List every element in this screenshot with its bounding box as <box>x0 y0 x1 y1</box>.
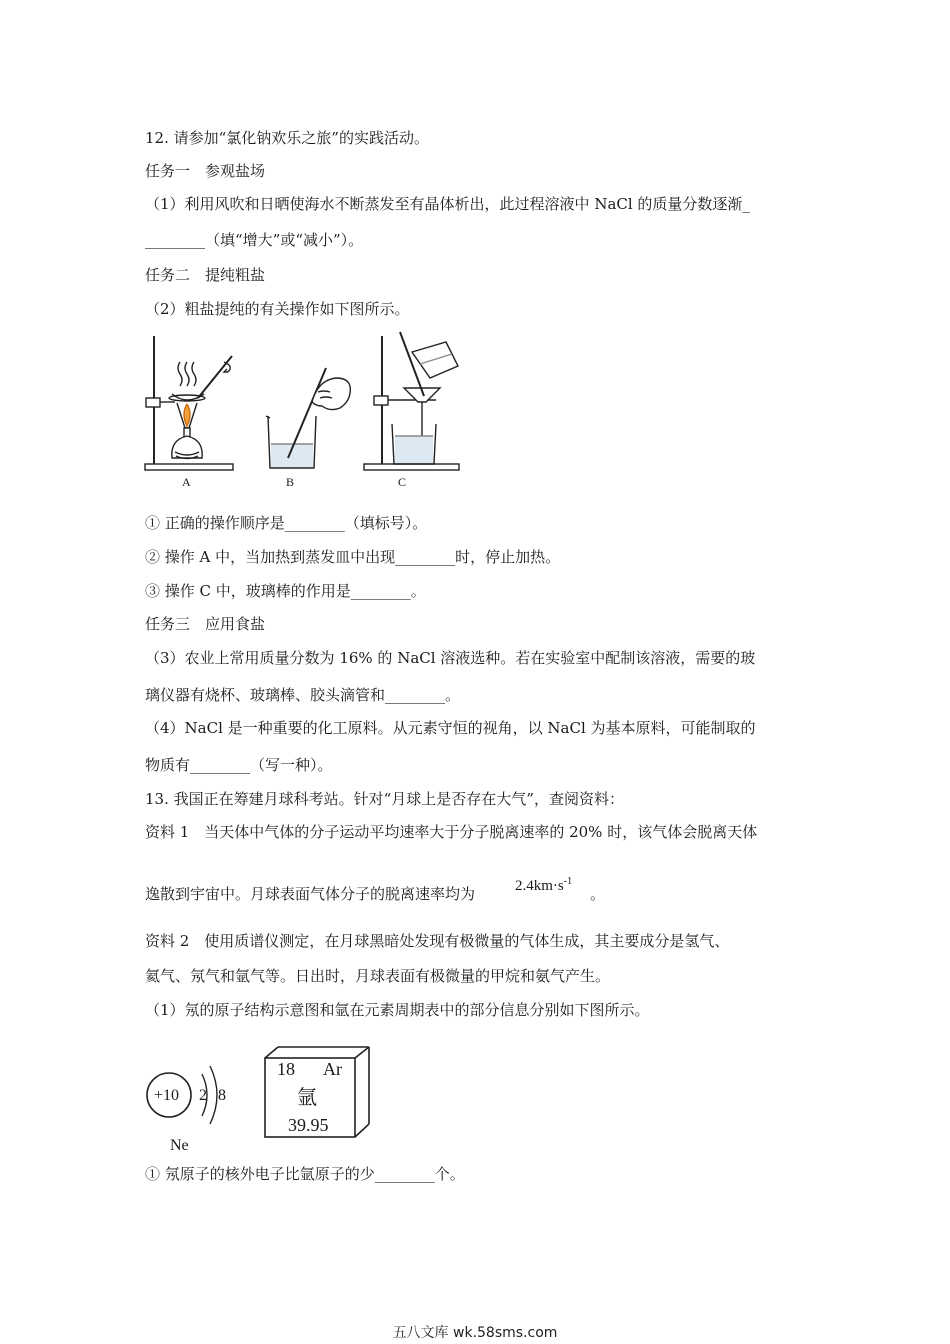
q12-part4-line1: （4）NaCl 是一种重要的化工原料。从元素守恒的视角，以 NaCl 为基本原料，可能制取的 <box>145 719 756 737</box>
argon-name: 氩 <box>297 1085 317 1109</box>
q12-part2-intro: （2）粗盐提纯的有关操作如下图所示。 <box>145 300 410 318</box>
q12-part2-item1: ① 正确的操作顺序是________（填标号）。 <box>145 514 428 532</box>
q12-part1-line2: ________（填“增大”或“减小”）。 <box>145 231 364 249</box>
q13-part1-item1: ① 氖原子的核外电子比氩原子的少________个。 <box>145 1165 465 1183</box>
task-3-heading: 任务三 应用食盐 <box>145 615 266 633</box>
neon-nucleus-charge: +10 <box>154 1087 180 1104</box>
material-1-line1: 资料 1 当天体中气体的分子运动平均速率大于分子脱离速率的 20% 时，该气体会脱离天体 <box>145 823 758 841</box>
neon-symbol: Ne <box>170 1137 189 1154</box>
neon-shell-2-electrons: 8 <box>218 1087 226 1104</box>
figure-label-b: B <box>286 475 295 489</box>
figure-label-c: C <box>398 475 407 489</box>
material-2-line1: 资料 2 使用质谱仪测定，在月球黑暗处发现有极微量的气体生成，其主要成分是氢气、 <box>145 932 730 950</box>
question-13-title: 13. 我国正在筹建月球科考站。针对“月球上是否存在大气”，查阅资料： <box>145 790 624 808</box>
q12-part2-item3: ③ 操作 C 中，玻璃棒的作用是________。 <box>145 582 426 600</box>
q13-part1-intro: （1）氖的原子结构示意图和氩在元素周期表中的部分信息分别如下图所示。 <box>145 1001 650 1019</box>
material-2-line2: 氦气、氖气和氩气等。日出时，月球表面有极微量的甲烷和氨气产生。 <box>145 967 611 985</box>
task-2-heading: 任务二 提纯粗盐 <box>145 266 266 284</box>
q12-part2-item2: ② 操作 A 中，当加热到蒸发皿中出现________时，停止加热。 <box>145 548 561 566</box>
salt-purification-figure <box>142 328 482 490</box>
material-1-end-period: 。 <box>590 885 606 903</box>
question-12-title: 12. 请参加“氯化钠欢乐之旅”的实践活动。 <box>145 129 429 147</box>
q12-part1-line1: （1）利用风吹和日晒使海水不断蒸发至有晶体析出，此过程溶液中 NaCl 的质量分数逐渐_ <box>145 195 750 213</box>
neon-shell-1-electrons: 2 <box>199 1087 207 1104</box>
escape-rate-value: $2.4km\cdot s^{-1}$ <box>515 876 573 894</box>
q12-part3-line2: 璃仪器有烧杯、玻璃棒、胶头滴管和________。 <box>145 686 461 704</box>
figure-label-a: A <box>182 475 191 489</box>
q12-part4-line2: 物质有________（写一种）。 <box>145 756 333 774</box>
material-1-line2: 逸散到宇宙中。月球表面气体分子的脱离速率均为 <box>145 885 476 903</box>
argon-symbol: Ar <box>323 1059 342 1079</box>
task-1-heading: 任务一 参观盐场 <box>145 162 266 180</box>
argon-atomic-mass: 39.95 <box>288 1115 329 1135</box>
argon-atomic-number: 18 <box>277 1059 295 1079</box>
q12-part3-line1: （3）农业上常用质量分数为 16% 的 NaCl 溶液选种。若在实验室中配制该溶液，需要的玻 <box>145 649 756 667</box>
page-footer: 五八文库 wk.58sms.com <box>392 1325 558 1341</box>
